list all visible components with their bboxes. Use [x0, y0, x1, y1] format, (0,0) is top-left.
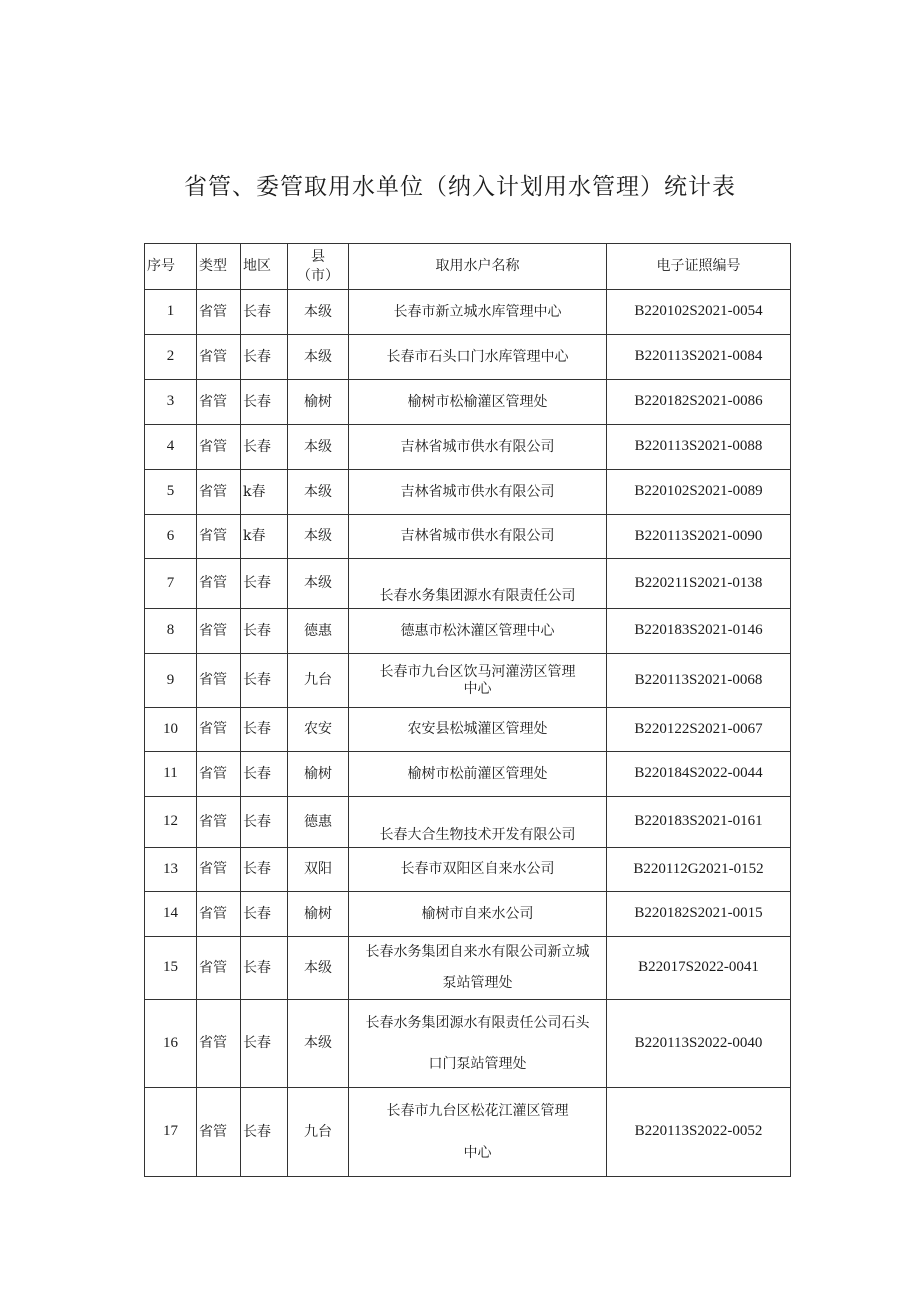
header-county-line1: 县	[311, 249, 325, 266]
header-cert: 电子证照编号	[607, 244, 791, 290]
table-header-row	[145, 244, 791, 290]
table-row	[145, 559, 791, 609]
cell-name-line2: 中心	[463, 680, 492, 697]
cell-cert: B220112G2021-0152	[607, 848, 791, 892]
header-type: 类型	[197, 244, 241, 290]
cell-region: 长春	[241, 752, 288, 797]
header-region: 地区	[241, 244, 288, 290]
cell-region: 长春	[241, 335, 288, 380]
cell-region: 长春	[241, 290, 288, 335]
cell-seq: 10	[145, 708, 197, 752]
cell-name: 吉林省城市供水有限公司	[349, 515, 607, 559]
cell-county: 本级	[288, 335, 349, 380]
table-row	[145, 515, 791, 559]
cell-seq: 3	[145, 380, 197, 425]
header-county	[288, 244, 349, 290]
cell-county: 德惠	[288, 609, 349, 654]
table-row	[145, 609, 791, 654]
cell-region: 长春	[241, 708, 288, 752]
cell-cert: B220182S2021-0086	[607, 380, 791, 425]
cell-type: 省管	[197, 515, 241, 559]
cell-name: 吉林省城市供水有限公司	[349, 425, 607, 470]
cell-cert: B220211S2021-0138	[607, 559, 791, 609]
cell-region: 长春	[241, 1088, 288, 1177]
cell-county: 本级	[288, 470, 349, 515]
cell-county: 榆树	[288, 380, 349, 425]
cell-type: 省管	[197, 892, 241, 937]
cell-seq: 2	[145, 335, 197, 380]
cell-seq: 9	[145, 654, 197, 708]
cell-type: 省管	[197, 654, 241, 708]
cell-type: 省管	[197, 1088, 241, 1177]
table-row	[145, 752, 791, 797]
header-name: 取用水户名称	[349, 244, 607, 290]
cell-cert: B220182S2021-0015	[607, 892, 791, 937]
cell-county: 本级	[288, 1000, 349, 1088]
cell-name: 长春大合生物技术开发有限公司	[349, 797, 607, 848]
table-row	[145, 1088, 791, 1177]
cell-cert: B220122S2021-0067	[607, 708, 791, 752]
cell-name-line2: 口门泵站管理处	[428, 1055, 527, 1072]
page-title: 省管、委管取用水单位（纳入计划用水管理）统计表	[184, 174, 736, 200]
cell-type: 省管	[197, 559, 241, 609]
cell-name: 榆树市自来水公司	[349, 892, 607, 937]
table-row	[145, 797, 791, 848]
cell-cert: B22017S2022-0041	[607, 937, 791, 1000]
cell-region: 长春	[241, 1000, 288, 1088]
cell-seq: 1	[145, 290, 197, 335]
table-row	[145, 937, 791, 1000]
cell-cert: B220184S2022-0044	[607, 752, 791, 797]
cell-seq: 15	[145, 937, 197, 1000]
cell-name: 长春市石头口门水库管理中心	[349, 335, 607, 380]
cell-type: 省管	[197, 609, 241, 654]
cell-seq: 17	[145, 1088, 197, 1177]
cell-region: 长春	[241, 380, 288, 425]
cell-name: 吉林省城市供水有限公司	[349, 470, 607, 515]
cell-type: 省管	[197, 425, 241, 470]
statistics-table	[144, 243, 791, 1177]
cell-region: 长春	[241, 559, 288, 609]
cell-type: 省管	[197, 1000, 241, 1088]
cell-region: 长春	[241, 848, 288, 892]
cell-region: 长春	[241, 654, 288, 708]
cell-region: 长春	[241, 797, 288, 848]
cell-cert: B220102S2021-0089	[607, 470, 791, 515]
table-row	[145, 470, 791, 515]
cell-type: 省管	[197, 797, 241, 848]
cell-name	[349, 937, 607, 1000]
cell-seq: 11	[145, 752, 197, 797]
table-row	[145, 654, 791, 708]
cell-name: 榆树市松榆灌区管理处	[349, 380, 607, 425]
cell-name	[349, 1088, 607, 1177]
cell-name: 德惠市松沐灌区管理中心	[349, 609, 607, 654]
cell-seq: 7	[145, 559, 197, 609]
cell-region: 长春	[241, 609, 288, 654]
cell-county: 双阳	[288, 848, 349, 892]
cell-region: k春	[241, 515, 288, 559]
cell-seq: 5	[145, 470, 197, 515]
cell-type: 省管	[197, 335, 241, 380]
cell-type: 省管	[197, 752, 241, 797]
cell-name: 榆树市松前灌区管理处	[349, 752, 607, 797]
cell-type: 省管	[197, 380, 241, 425]
cell-cert: B220183S2021-0146	[607, 609, 791, 654]
cell-seq: 14	[145, 892, 197, 937]
cell-seq: 12	[145, 797, 197, 848]
cell-name-line1: 长春市九台区松花江灌区管理	[386, 1103, 569, 1119]
cell-seq: 13	[145, 848, 197, 892]
cell-region: k春	[241, 470, 288, 515]
cell-type: 省管	[197, 290, 241, 335]
cell-county: 本级	[288, 937, 349, 1000]
cell-county: 本级	[288, 290, 349, 335]
cell-county: 榆树	[288, 752, 349, 797]
cell-county: 榆树	[288, 892, 349, 937]
cell-county: 德惠	[288, 797, 349, 848]
cell-cert: B220113S2021-0090	[607, 515, 791, 559]
cell-name-line1: 长春市九台区饮马河灌涝区管理	[379, 663, 576, 680]
table-row	[145, 380, 791, 425]
cell-type: 省管	[197, 937, 241, 1000]
table-row	[145, 848, 791, 892]
cell-county: 本级	[288, 425, 349, 470]
cell-cert: B220113S2021-0084	[607, 335, 791, 380]
table-row	[145, 708, 791, 752]
cell-seq: 8	[145, 609, 197, 654]
cell-cert: B220183S2021-0161	[607, 797, 791, 848]
cell-cert: B220113S2022-0052	[607, 1088, 791, 1177]
cell-name: 长春水务集团源水有限责任公司	[349, 559, 607, 609]
cell-cert: B220102S2021-0054	[607, 290, 791, 335]
header-seq: 序号	[145, 244, 197, 290]
cell-name-line1: 长春水务集团源水有限责任公司石头	[365, 1014, 590, 1031]
cell-region: 长春	[241, 892, 288, 937]
cell-name	[349, 654, 607, 708]
cell-name-line2: 中心	[463, 1145, 492, 1161]
table-row	[145, 892, 791, 937]
cell-seq: 6	[145, 515, 197, 559]
cell-name-line2: 泵站管理处	[442, 975, 513, 991]
cell-type: 省管	[197, 470, 241, 515]
cell-region: 长春	[241, 425, 288, 470]
cell-county: 本级	[288, 559, 349, 609]
cell-region: 长春	[241, 937, 288, 1000]
cell-cert: B220113S2021-0088	[607, 425, 791, 470]
cell-seq: 16	[145, 1000, 197, 1088]
cell-type: 省管	[197, 848, 241, 892]
cell-county: 本级	[288, 515, 349, 559]
table-row	[145, 290, 791, 335]
cell-name-line1: 长春水务集团自来水有限公司新立城	[365, 944, 590, 961]
cell-county: 农安	[288, 708, 349, 752]
table-row	[145, 335, 791, 380]
cell-name	[349, 1000, 607, 1088]
table-row	[145, 425, 791, 470]
cell-name: 农安县松城灌区管理处	[349, 708, 607, 752]
cell-county: 九台	[288, 654, 349, 708]
cell-seq: 4	[145, 425, 197, 470]
cell-cert: B220113S2021-0068	[607, 654, 791, 708]
cell-name: 长春市新立城水库管理中心	[349, 290, 607, 335]
cell-county: 九台	[288, 1088, 349, 1177]
table-row	[145, 1000, 791, 1088]
header-county-line2: （市）	[297, 267, 339, 284]
cell-name: 长春市双阳区自来水公司	[349, 848, 607, 892]
cell-type: 省管	[197, 708, 241, 752]
cell-cert: B220113S2022-0040	[607, 1000, 791, 1088]
